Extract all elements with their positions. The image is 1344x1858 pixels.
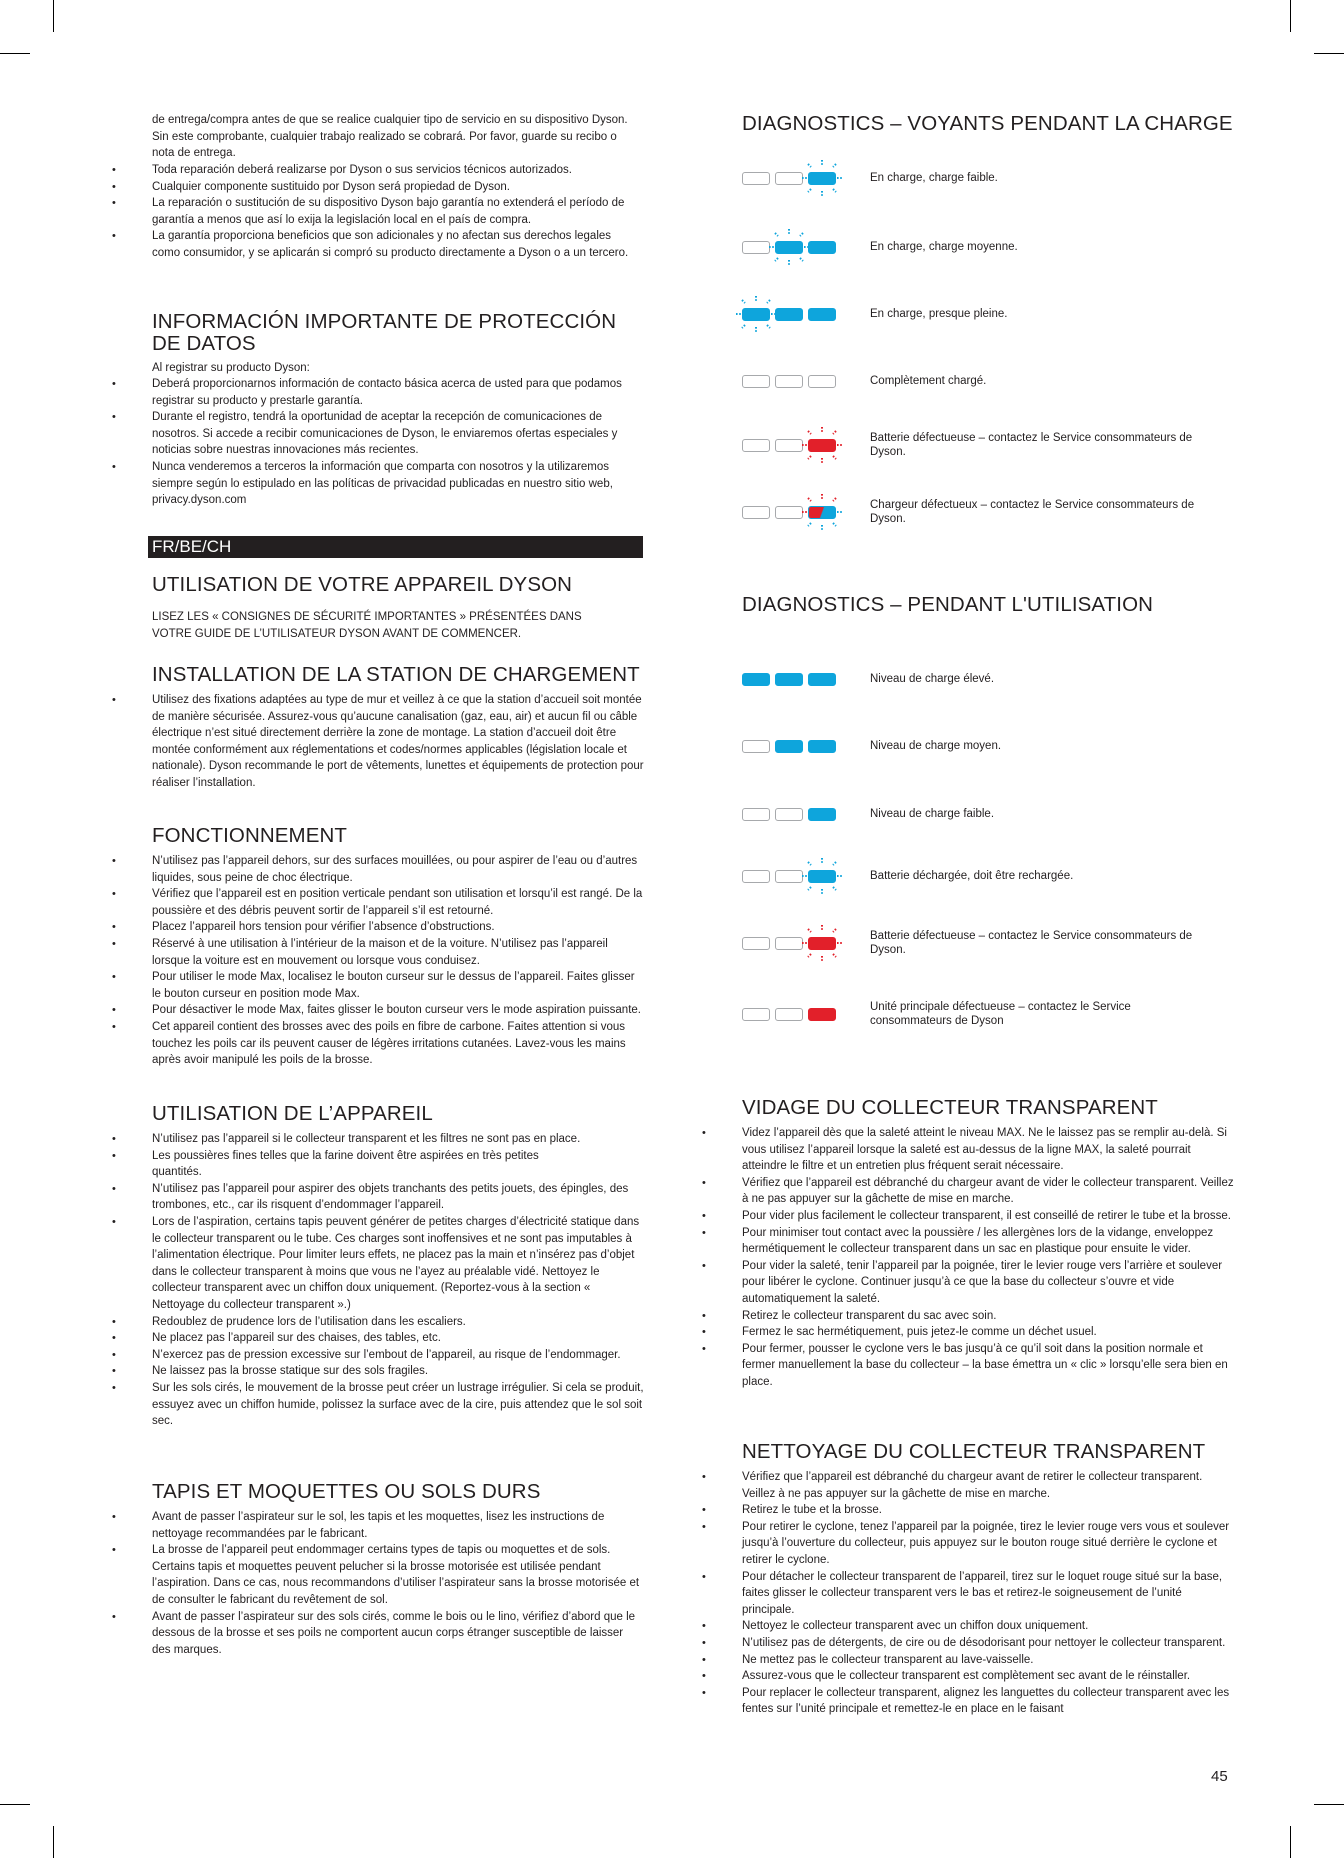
data-protection-title: INFORMACIÓN IMPORTANTE DE PROTECCIÓN DE DATOS (152, 310, 617, 355)
list-item: • N’utilisez pas l’appareil pour aspirer des objets tranchants des petits jouets, des épingles, des trombones, etc., car ils risquent d’endommager l’appareil. (152, 1181, 644, 1214)
led-off (742, 1008, 770, 1021)
blink-indicator-icon (800, 492, 844, 532)
list-item: • Cet appareil contient des brosses avec des poils en fibre de carbone. Faites attention si vous touchez les poils car ils peuvent causer de légères irritations cutanées. Lavez-vous les mains après avoir manipulé les poils de la brosse. (152, 1019, 644, 1069)
blink-ray (833, 954, 836, 957)
blink-ray (833, 523, 836, 526)
list-item: • Retirez le collecteur transparent du sac avec soin. (742, 1308, 1234, 1325)
led-off (775, 506, 803, 519)
blink-indicator-icon (800, 425, 844, 465)
data-protection-intro: Al registrar su producto Dyson: (152, 362, 310, 374)
blink-ray (742, 300, 745, 303)
led-blue (742, 673, 770, 686)
list-item: • Pour fermer, pousser le cyclone vers le bas jusqu’à ce qu’il soit dans la position normale et fermer manuellement la base du collecteur – la base émettra un « clic » lorsqu’elle sera bien en place. (742, 1341, 1234, 1391)
blink-ray (775, 233, 778, 236)
blink-ray (833, 431, 836, 434)
blink-indicator-icon (734, 294, 778, 334)
led-indicator-group (742, 167, 842, 189)
list-item: • Retirez le tube et la brosse. (742, 1502, 1234, 1519)
list-item: • Réservé à une utilisation à l’intérieur de la maison et de la voiture. N’utilisez pas l’appareil lorsque la voiture est en mouvement ou lorsque vous conduisez. (152, 936, 644, 969)
blink-ray (808, 498, 811, 501)
list-item: • Sur les sols cirés, le mouvement de la brosse peut créer un lustrage irrégulier. Si cela se produit, essuyez avec un chiffon humide, polissez la surface avec de la cire, puis attendez que le sol soit sec. (152, 1380, 644, 1430)
list-item: • Cualquier componente sustituido por Dyson será propiedad de Dyson. (152, 179, 642, 196)
list-item: • N’utilisez pas l’appareil si le collecteur transparent et les filtres ne sont pas en place. (152, 1131, 644, 1148)
list-item: • Les poussières fines telles que la farine doivent être aspirées en très petites quantités. (152, 1148, 552, 1181)
blink-ray (767, 300, 770, 303)
led-off (775, 439, 803, 452)
blink-ray (808, 523, 811, 526)
list-item: • Pour détacher le collecteur transparent de l’appareil, tirez sur le loquet rouge situé sur la base, faites glisser le collecteur transparent vers le bas et retirez-le soigneusement de l’unité principale. (742, 1569, 1234, 1619)
crop-mark (53, 0, 54, 32)
diagnostic-text: En charge, charge faible. (870, 172, 998, 184)
list-item: • La reparación o sustitución de su dispositivo Dyson bajo garantía no extenderá el período de garantía a menos que así lo exija la legislación local en el país de compra. (152, 195, 642, 228)
blink-ray (808, 189, 811, 192)
blink-ray (775, 258, 778, 261)
led-off (742, 241, 770, 254)
list-item: • Avant de passer l’aspirateur sur le sol, les tapis et les moquettes, lisez les instructions de nettoyage recommandées par le fabricant. (152, 1509, 644, 1542)
blink-ray (800, 258, 803, 261)
led-off (742, 740, 770, 753)
crop-mark (53, 1826, 54, 1858)
led-blue (808, 673, 836, 686)
list-item: • N’utilisez pas de détergents, de cire ou de désodorisant pour nettoyer le collecteur transparent. (742, 1635, 1234, 1652)
led-indicator-group (742, 434, 842, 456)
appliance-list (152, 1131, 644, 1430)
list-item: • Pour vider la saleté, tenir l’appareil par la poignée, tirer le levier rouge vers l’arrière et soulever pour libérer le cyclone. Continuer jusqu’à ce que la base du collecteur s’ouvre et vide automatiquement la saleté. (742, 1258, 1234, 1308)
operation-list (152, 853, 644, 1069)
diagnostic-text: Batterie défectueuse – contactez le Service consommateurs de Dyson. (870, 432, 1193, 458)
list-item: • Nunca venderemos a terceros la información que comparta con nosotros y la utilizaremos siempre según lo estipulado en las políticas de privacidad publicadas en nuestro sitio web, privacy.dyson.com (152, 459, 644, 509)
crop-mark (1290, 0, 1291, 32)
page-number: 45 (1211, 1768, 1228, 1785)
led-blue (775, 308, 803, 321)
use-notice: LISEZ LES « CONSIGNES DE SÉCURITÉ IMPORTANTES » PRÉSENTÉES DANS VOTRE GUIDE DE L’UTILISATEUR DYSON AVANT DE COMMENCER. (152, 611, 582, 640)
led-off (742, 870, 770, 883)
operation-title: FONCTIONNEMENT (152, 824, 347, 847)
list-item: • Vérifiez que l’appareil est débranché du chargeur avant de retirer le collecteur transparent. Veillez à ne pas appuyer sur la gâchette de mise en marche. (742, 1469, 1234, 1502)
led-off (742, 808, 770, 821)
list-item: • Assurez-vous que le collecteur transparent est complètement sec avant de le réinstaller. (742, 1668, 1234, 1685)
led-off (742, 506, 770, 519)
blink-ray (833, 862, 836, 865)
clean-bin-list (742, 1469, 1234, 1718)
led-off (742, 172, 770, 185)
list-item: • Pour utiliser le mode Max, localisez le bouton curseur sur le dessus de l’appareil. Faites glisser le bouton curseur en position mode Max. (152, 969, 644, 1002)
diagnostic-text: Chargeur défectueux – contactez le Service consommateurs de Dyson. (870, 499, 1195, 525)
list-item: • Avant de passer l’aspirateur sur des sols cirés, comme le bois ou le lino, vérifiez d’abord que le dessous de la brosse et ses poils ne comportent aucun corps étranger susceptible de laisser des marques. (152, 1609, 644, 1659)
use-title: UTILISATION DE VOTRE APPAREIL DYSON (152, 573, 573, 596)
led-off (742, 439, 770, 452)
led-blue (808, 808, 836, 821)
list-item: • Placez l’appareil hors tension pour vérifier l’absence d’obstructions. (152, 919, 644, 936)
led-off (775, 375, 803, 388)
blink-ray (767, 325, 770, 328)
diagnostic-text: Niveau de charge moyen. (870, 740, 1002, 752)
list-item: • Pour vider plus facilement le collecteur transparent, il est conseillé de retirer le tube et la brosse. (742, 1208, 1234, 1225)
charge-diagnostics-title: DIAGNOSTICS – VOYANTS PENDANT LA CHARGE (742, 112, 1233, 135)
crop-mark (1314, 1804, 1344, 1805)
led-blue (775, 673, 803, 686)
led-off (775, 870, 803, 883)
clean-bin-title: NETTOYAGE DU COLLECTEUR TRANSPARENT (742, 1440, 1206, 1463)
diagnostic-text: Niveau de charge élevé. (870, 673, 995, 685)
blink-ray (833, 189, 836, 192)
blink-ray (808, 456, 811, 459)
list-item: • Redoublez de prudence lors de l’utilisation dans les escaliers. (152, 1314, 644, 1331)
list-item: • Videz l’appareil dès que la saleté atteint le niveau MAX. Ne le laissez pas se remplir au-delà. Si vous utilisez l’appareil lorsque la saleté est au-dessus de la ligne MAX, la saleté pourrait atteindre le filtre et un entretien plus fréquent serait nécessaire. (742, 1125, 1234, 1175)
led-off (742, 937, 770, 950)
diagnostic-text: En charge, charge moyenne. (870, 241, 1018, 253)
list-item: • Lors de l’aspiration, certains tapis peuvent générer de petites charges d’électricité statique dans le collecteur transparent ou le tube. Ces charges sont inoffensives et ne sont pas imputables à l’alimentation électrique. Pour limiter leurs effets, ne placez pas la main et n’insérez pas d’objet dans le collecteur transparent à moins que vous ne l’ayez au préalable vidé. Nettoyez le collecteur transparent avec un chiffon doux uniquement. (Reportez-vous à la section « Nettoyage du collecteur transparent ».) (152, 1214, 644, 1314)
diagnostic-text: Batterie déchargée, doit être rechargée. (870, 870, 1074, 882)
led-indicator-group (742, 932, 842, 954)
led-indicator-group (742, 303, 842, 325)
blink-ray (833, 498, 836, 501)
warranty-list (152, 162, 642, 262)
blink-ray (808, 929, 811, 932)
blink-ray (808, 862, 811, 865)
list-item: • La brosse de l’appareil peut endommager certains types de tapis ou moquettes et de sols. Certains tapis et moquettes peuvent pelucher si la brosse motorisée est utilisée pendant l’aspiration. Dans ce cas, nous recommandons d’utiliser l’aspirateur sans la brosse motorisée et de consulter le fabricant du revêtement de sol. (152, 1542, 644, 1608)
diagnostic-text: En charge, presque pleine. (870, 308, 1008, 320)
blink-indicator-icon (800, 923, 844, 963)
led-off (742, 375, 770, 388)
floors-title: TAPIS ET MOQUETTES OU SOLS DURS (152, 1480, 541, 1503)
list-item: • N’utilisez pas l’appareil dehors, sur des surfaces mouillées, ou pour aspirer de l’eau ou d’autres liquides, sous peine de choc électrique. (152, 853, 644, 886)
list-item: • N’exercez pas de pression excessive sur l’embout de l’appareil, au risque de l’endommager. (152, 1347, 644, 1364)
use-diagnostics-title: DIAGNOSTICS – PENDANT L'UTILISATION (742, 593, 1154, 616)
list-item: • Nettoyez le collecteur transparent avec un chiffon doux uniquement. (742, 1618, 1234, 1635)
blink-ray (808, 887, 811, 890)
blink-indicator-icon (767, 227, 811, 267)
led-indicator-group (742, 668, 842, 690)
blink-ray (800, 233, 803, 236)
led-blue (808, 241, 836, 254)
blink-ray (808, 431, 811, 434)
install-title: INSTALLATION DE LA STATION DE CHARGEMENT (152, 663, 640, 686)
list-item: • Pour minimiser tout contact avec la poussière / les allergènes lors de la vidange, enveloppez hermétiquement le collecteur transparent dans un sac en plastique pour ensuite le vider. (742, 1225, 1234, 1258)
diagnostic-text: Complètement chargé. (870, 375, 987, 387)
led-indicator-group (742, 735, 842, 757)
language-bar: FR/BE/CH (148, 536, 643, 558)
crop-mark (0, 53, 30, 54)
appliance-title: UTILISATION DE L’APPAREIL (152, 1102, 433, 1125)
warranty-continuation: de entrega/compra antes de que se realice cualquier tipo de servicio en su dispositivo Dyson. Sin este comprobante, cualquier trabajo realizado se cobrará. Por favor, guarde su recibo o nota de entrega. (152, 114, 628, 160)
led-indicator-group (742, 865, 842, 887)
diagnostic-text: Niveau de charge faible. (870, 808, 995, 820)
list-item: • Ne mettez pas le collecteur transparent au lave-vaisselle. (742, 1652, 1234, 1669)
blink-ray (808, 954, 811, 957)
list-item: • La garantía proporciona beneficios que son adicionales y no afectan sus derechos legales como consumidor, y se aplicarán si compró su producto directamente a Dyson o a un tercero. (152, 228, 642, 261)
crop-mark (1290, 1826, 1291, 1858)
list-item: • Fermez le sac hermétiquement, puis jetez-le comme un déchet usuel. (742, 1324, 1234, 1341)
blink-ray (833, 164, 836, 167)
list-item: • Vérifiez que l’appareil est débranché du chargeur avant de vider le collecteur transparent. Veillez à ne pas appuyer sur la gâchette de mise en marche. (742, 1175, 1234, 1208)
crop-mark (0, 1804, 30, 1805)
led-blue (775, 740, 803, 753)
list-item: • Utilisez des fixations adaptées au type de mur et veillez à ce que la station d’accueil soit montée de manière sécurisée. Assurez-vous qu’aucune canalisation (gaz, eau, air) et aucun fil ou câble électrique n’est situé directement derrière la zone de montage. La station d’accueil doit être montée conformément aux réglementations et codes/normes applicables (législation locale et nationale). Dyson recommande le port de vêtements, lunettes et équipements de protection pour réaliser l’installation. (152, 692, 644, 792)
led-off (775, 1008, 803, 1021)
list-item: • Pour désactiver le mode Max, faites glisser le bouton curseur vers le mode aspiration puissante. (152, 1002, 644, 1019)
data-protection-list (152, 376, 644, 509)
led-indicator-group (742, 803, 842, 825)
crop-mark (1314, 53, 1344, 54)
list-item: • Toda reparación deberá realizarse por Dyson o sus servicios técnicos autorizados. (152, 162, 642, 179)
blink-indicator-icon (800, 158, 844, 198)
floors-list (152, 1509, 644, 1658)
blink-ray (833, 456, 836, 459)
led-indicator-group (742, 1003, 842, 1025)
list-item: • Ne placez pas l’appareil sur des chaises, des tables, etc. (152, 1330, 644, 1347)
led-off (775, 808, 803, 821)
empty-bin-list (742, 1125, 1234, 1391)
list-item: • Durante el registro, tendrá la oportunidad de aceptar la recepción de comunicaciones de nosotros. Si accede a recibir comunicaciones de Dyson, le enviaremos ofertas especiales y noticias sobre nuestras innovaciones más recientes. (152, 409, 644, 459)
blink-ray (742, 325, 745, 328)
list-item: • Deberá proporcionarnos información de contacto básica acerca de usted para que podamos registrar su producto y prestarle garantía. (152, 376, 644, 409)
list-item: • Pour replacer le collecteur transparent, alignez les languettes du collecteur transparent avec les fentes sur l’unité principale et remettez-le en place en le faisant (742, 1685, 1234, 1718)
diagnostic-text: Unité principale défectueuse – contactez le Service consommateurs de Dyson (870, 1001, 1131, 1027)
empty-bin-title: VIDAGE DU COLLECTEUR TRANSPARENT (742, 1096, 1158, 1119)
led-blue (808, 740, 836, 753)
led-off (808, 375, 836, 388)
led-indicator-group (742, 370, 842, 392)
led-indicator-group (742, 236, 842, 258)
list-item: • Vérifiez que l’appareil est en position verticale pendant son utilisation et lorsqu’il est rangé. De la poussière et des débris peuvent sortir de l’appareil s’il est retourné. (152, 886, 644, 919)
blink-ray (833, 887, 836, 890)
led-indicator-group (742, 501, 842, 523)
led-blue (808, 308, 836, 321)
install-list (152, 692, 644, 792)
led-red (808, 1008, 836, 1021)
blink-ray (808, 164, 811, 167)
led-off (775, 937, 803, 950)
diagnostic-text: Batterie défectueuse – contactez le Service consommateurs de Dyson. (870, 930, 1193, 956)
list-item: • Ne laissez pas la brosse statique sur des sols fragiles. (152, 1363, 644, 1380)
list-item: • Pour retirer le cyclone, tenez l’appareil par la poignée, tirez le levier rouge vers vous et soulever jusqu’à l’ouverture du collecteur, puis appuyez sur le bouton rouge situé derrière le cyclone et retirer le cyclone. (742, 1519, 1234, 1569)
led-off (775, 172, 803, 185)
blink-ray (833, 929, 836, 932)
blink-indicator-icon (800, 856, 844, 896)
